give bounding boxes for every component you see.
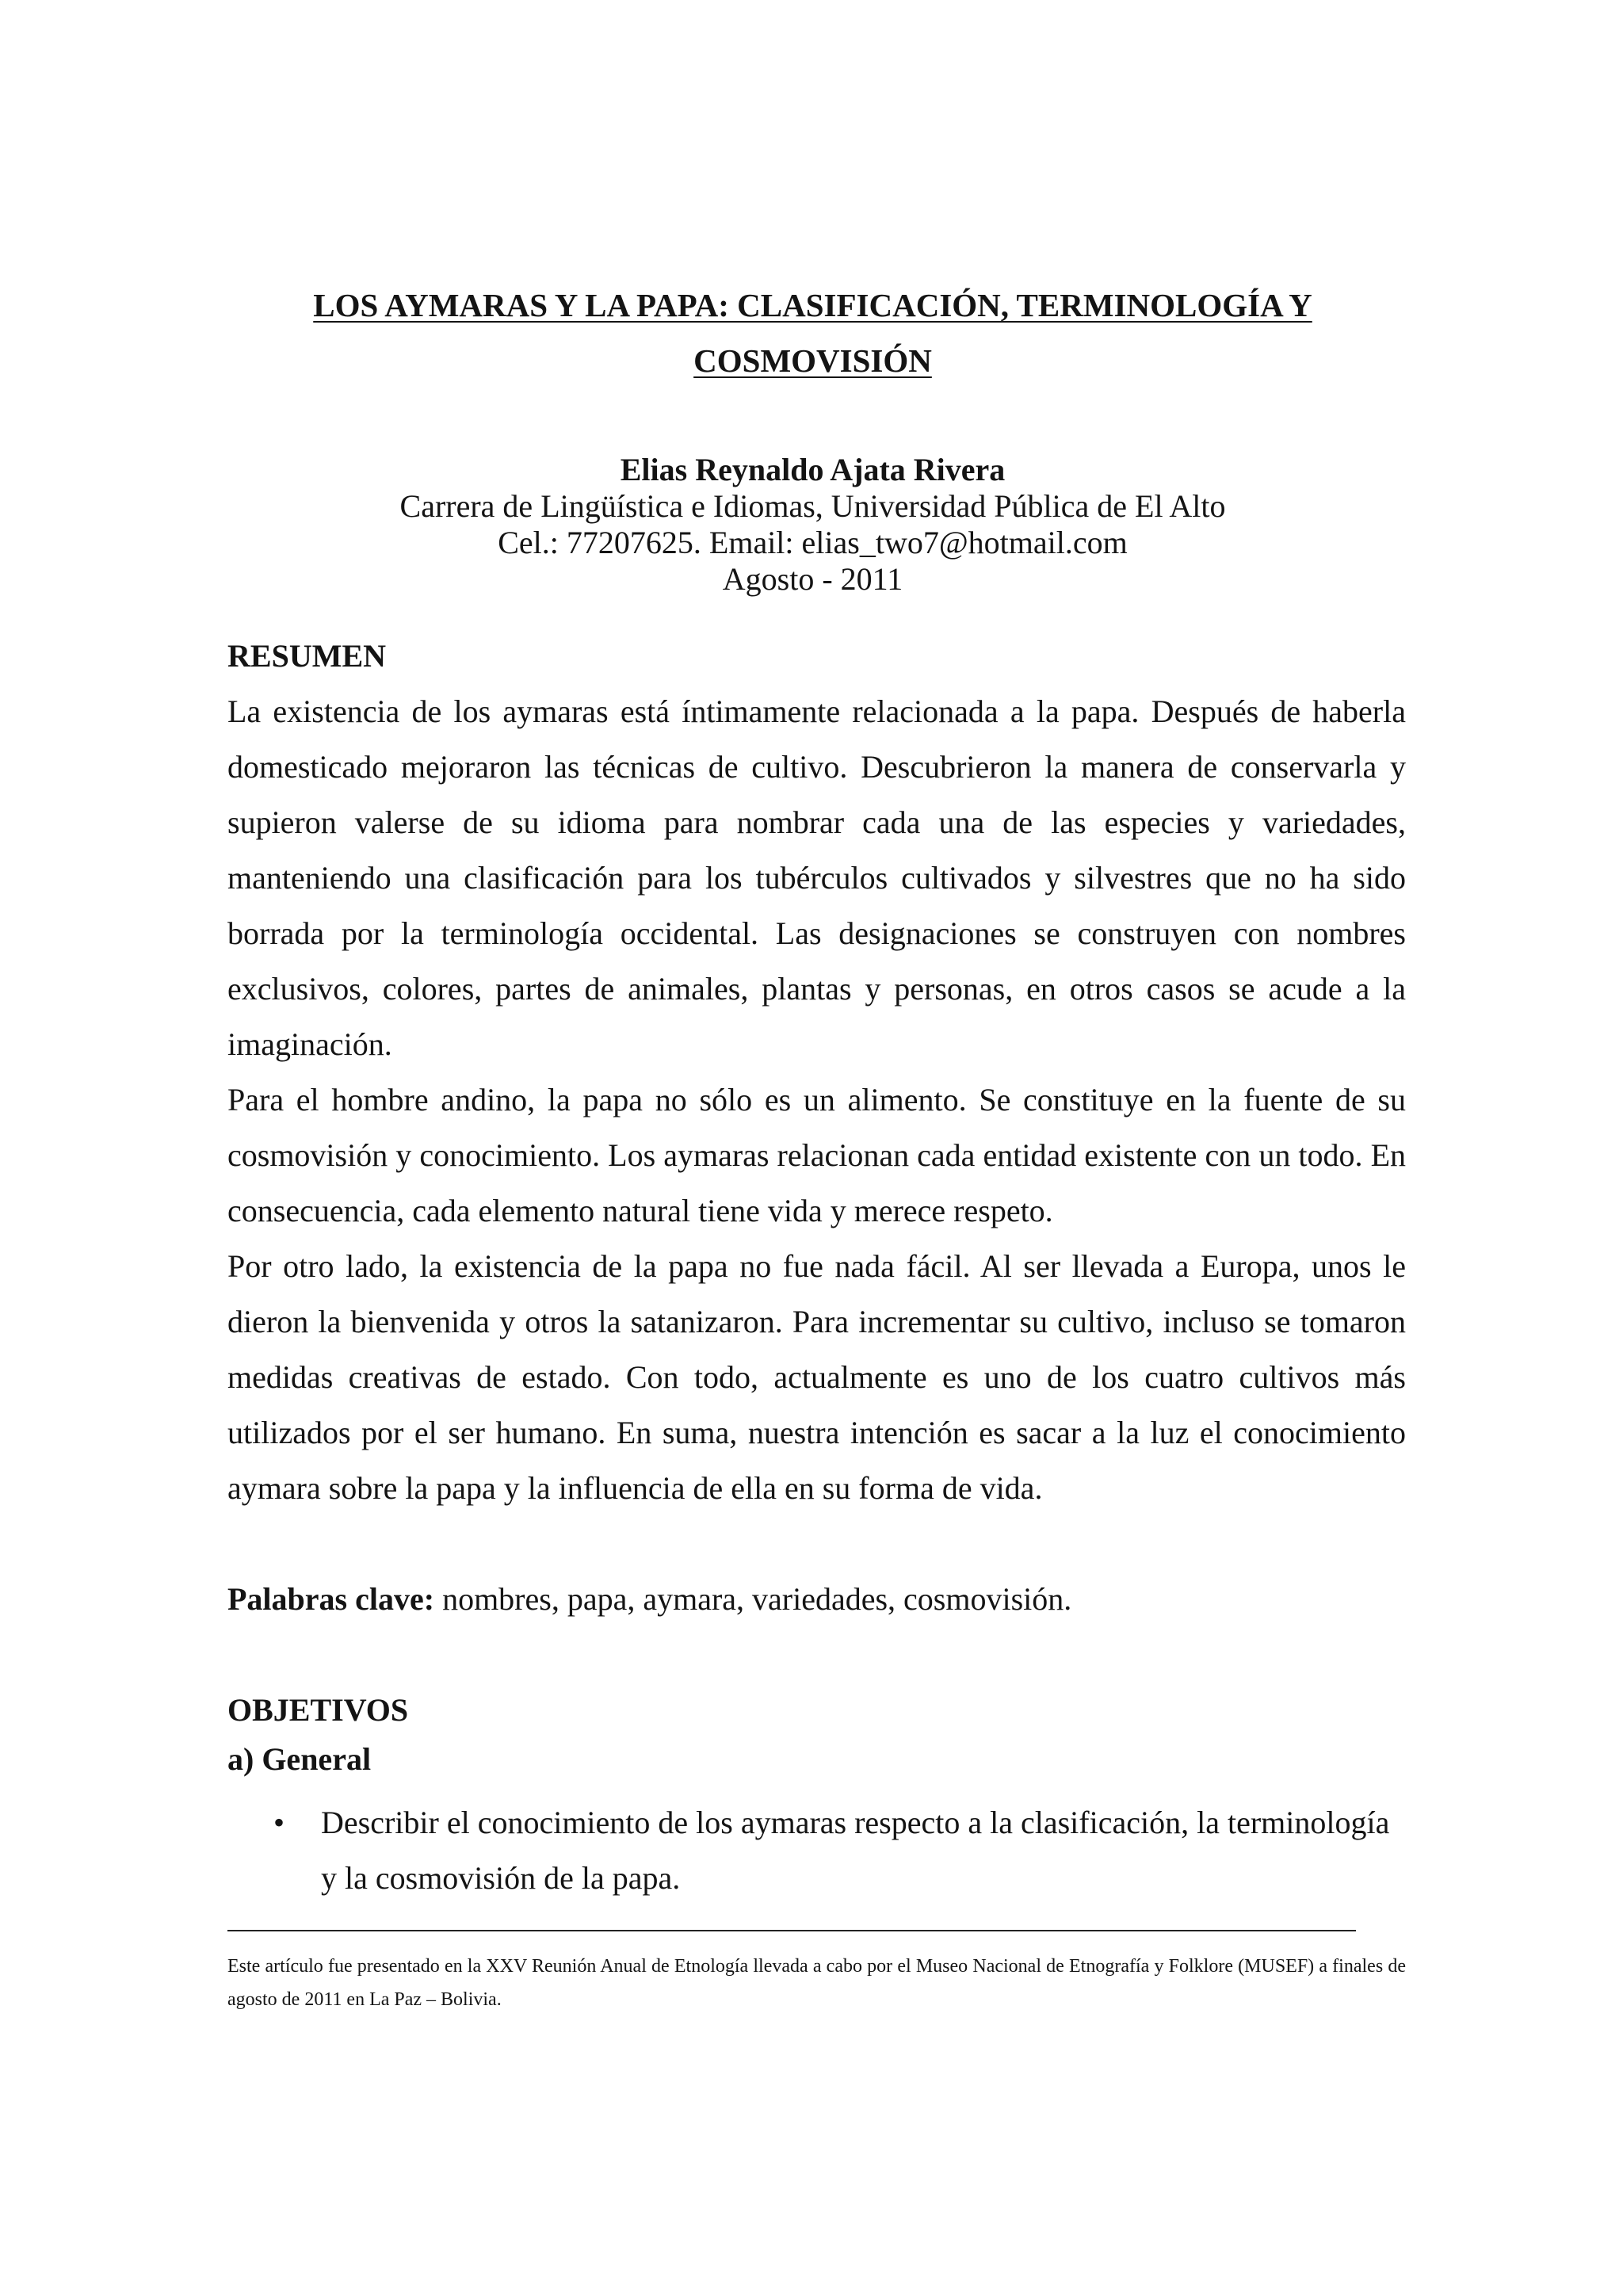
author-affiliation: Carrera de Lingüística e Idiomas, Universidad Pública de El Alto bbox=[399, 488, 1226, 524]
author-contact: Cel.: 77207625. Email: elias_two7@hotmail.com bbox=[498, 525, 1128, 560]
objetivo-general-item bbox=[273, 1795, 1407, 1906]
keywords-line bbox=[227, 1572, 1406, 1627]
footnote-separator bbox=[227, 1930, 1356, 1931]
paper-title-line-1: LOS AYMARAS Y LA PAPA: CLASIFICACIÓN, TERMINOLOGÍA Y bbox=[313, 287, 1312, 323]
author-name: Elias Reynaldo Ajata Rivera bbox=[620, 452, 1006, 487]
paper-title bbox=[227, 277, 1398, 388]
resumen-paragraph-2: Para el hombre andino, la papa no sólo es un alimento. Se constituye en la fuente de su cosmovisión y conocimiento. Los aymaras relacionan cada entidad existente con un todo. En consecuencia, cada elemento natural tiene vida y merece respeto. bbox=[227, 1082, 1406, 1228]
bullet-icon: • bbox=[273, 1805, 285, 1840]
resumen-paragraph-3: Por otro lado, la existencia de la papa no fue nada fácil. Al ser llevada a Europa, unos le dieron la bienvenida y otros la satanizaron. Para incrementar su cultivo, incluso se tomaron medidas creativas de estado. Con todo, actualmente es uno de los cuatro cultivos más utilizados por el ser humano. En suma, nuestra intención es sacar a la luz el conocimiento aymara sobre la papa y la influencia de ella en su forma de vida. bbox=[227, 1248, 1406, 1506]
footnote: Este artículo fue presentado en la XXV Reunión Anual de Etnología llevada a cabo por el Museo Nacional de Etnografía y Folklore (MUSEF) a finales de agosto de 2011 en La Paz – Bolivia. bbox=[227, 1956, 1406, 2010]
objetivos-general-subheading: a) General bbox=[227, 1741, 372, 1777]
resumen-heading: RESUMEN bbox=[227, 638, 387, 674]
resumen-paragraph-1: La existencia de los aymaras está íntimamente relacionada a la papa. Después de haberla domesticado mejoraron las técnicas de cultivo. Descubrieron la manera de conservarla y supieron valerse de su idioma para nombrar cada una de las especies y variedades, manteniendo una clasificación para los tubérculos cultivados y silvestres que no ha sido borrada por la terminología occidental. Las designaciones se construyen con nombres exclusivos, colores, partes de animales, plantas y personas, en otros casos se acude a la imaginación. bbox=[227, 693, 1406, 1062]
keywords-text: nombres, papa, aymara, variedades, cosmovisión. bbox=[434, 1581, 1072, 1617]
objetivos-heading: OBJETIVOS bbox=[227, 1692, 409, 1728]
author-block bbox=[227, 452, 1398, 598]
paper-title-line-2: COSMOVISIÓN bbox=[693, 342, 932, 379]
publication-date: Agosto - 2011 bbox=[722, 561, 903, 597]
keywords-label: Palabras clave: bbox=[227, 1581, 435, 1617]
objetivo-general-text: Describir el conocimiento de los aymaras respecto a la clasificación, la terminología y la cosmovisión de la papa. bbox=[321, 1805, 1390, 1896]
